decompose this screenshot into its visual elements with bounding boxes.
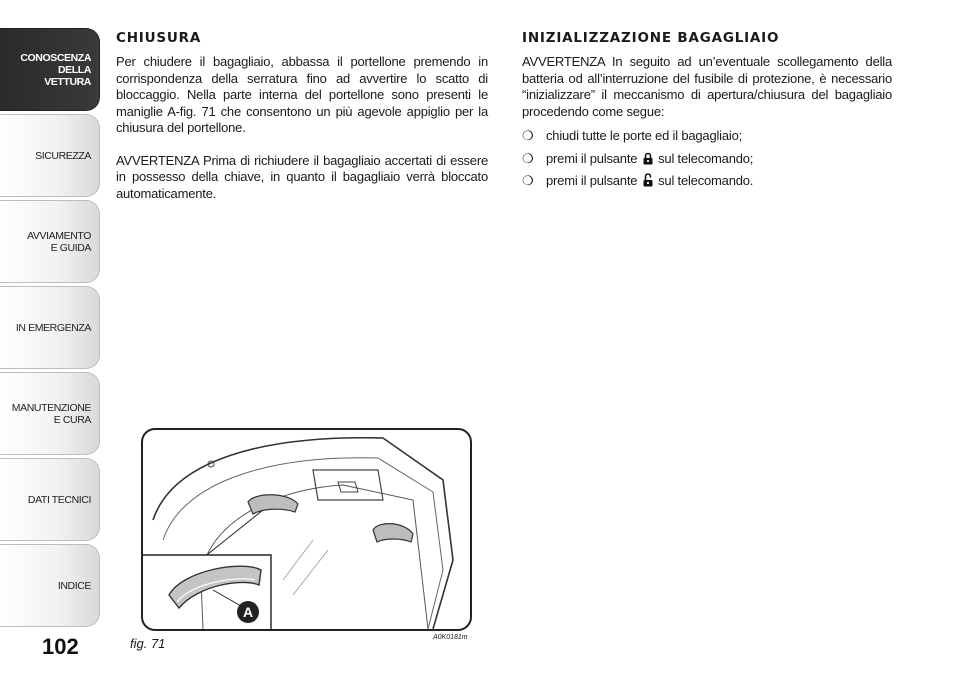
tab-label: AVVIAMENTO E GUIDA xyxy=(27,229,91,254)
section-heading-chiusura: CHIUSURA xyxy=(116,30,202,46)
tab-label: INDICE xyxy=(57,579,91,592)
bullet: ❍ xyxy=(522,173,534,188)
steps-list xyxy=(522,128,892,190)
list-item xyxy=(522,173,892,190)
tab-indice[interactable] xyxy=(0,544,100,627)
tab-in-emergenza[interactable] xyxy=(0,286,100,369)
step-text: premi il pulsante xyxy=(546,173,638,188)
lock-open-icon xyxy=(643,173,653,187)
tab-dati-tecnici[interactable] xyxy=(0,458,100,541)
figure-trunk-lid-handles xyxy=(141,428,472,631)
list-item xyxy=(522,151,892,168)
figure-caption: fig. 71 xyxy=(130,636,166,651)
tab-manutenzione-e-cura[interactable] xyxy=(0,372,100,455)
lock-closed-icon xyxy=(643,152,653,165)
tab-label: SICUREZZA xyxy=(35,149,91,162)
right-column xyxy=(522,30,892,196)
tab-label: MANUTENZIONE E CURA xyxy=(11,401,91,426)
figure-code: A0K0181m xyxy=(433,634,468,641)
left-column xyxy=(116,30,488,218)
callout-a-badge xyxy=(237,601,259,623)
trunk-lid-illustration xyxy=(143,430,470,629)
tab-label: DATI TECNICI xyxy=(27,493,91,506)
bullet: ❍ xyxy=(522,150,534,166)
paragraph-avvertenza-inizializzazione: AVVERTENZA In seguito ad un’eventuale scollegamento della batteria od all’interruzione del fusibile di protezione, è necessario “inizializzare” il meccanismo di apertura/chiusura del bagagliaio procedendo come segue: xyxy=(522,54,892,119)
bullet: ❍ xyxy=(522,128,534,143)
tab-sicurezza[interactable] xyxy=(0,114,100,197)
tab-label: CONOSCENZA DELLA VETTURA xyxy=(20,51,91,88)
tab-avviamento-e-guida[interactable] xyxy=(0,200,100,283)
tab-conoscenza-della-vettura[interactable] xyxy=(0,28,100,111)
list-item xyxy=(522,128,892,145)
step-text: premi il pulsante xyxy=(546,150,638,166)
paragraph-avvertenza: AVVERTENZA Prima di richiudere il bagagliaio accertati di essere in possesso della chiave, in quanto il bagagliaio verrà bloccato automaticamente. xyxy=(116,152,488,201)
paragraph-chiusura: Per chiudere il bagagliaio, abbassa il portellone premendo in corrispondenza della serratura fino ad avvertire lo scatto di bloccaggio. Nella parte interna del portellone sono presenti le maniglie A-fig. 71 che consentono un più agevole appiglio per la chiusura del portellone. xyxy=(116,54,488,135)
chapter-sidebar xyxy=(0,28,104,628)
step-text-suffix: sul telecomando; xyxy=(658,150,754,166)
step-text: chiudi tutte le porte ed il bagagliaio; xyxy=(546,128,743,143)
callout-label: A xyxy=(242,604,254,620)
step-text-suffix: sul telecomando. xyxy=(658,173,754,188)
section-heading-inizializzazione: INIZIALIZZAZIONE BAGAGLIAIO xyxy=(522,30,780,46)
tab-label: IN EMERGENZA xyxy=(15,321,91,334)
page-number: 102 xyxy=(42,634,79,659)
